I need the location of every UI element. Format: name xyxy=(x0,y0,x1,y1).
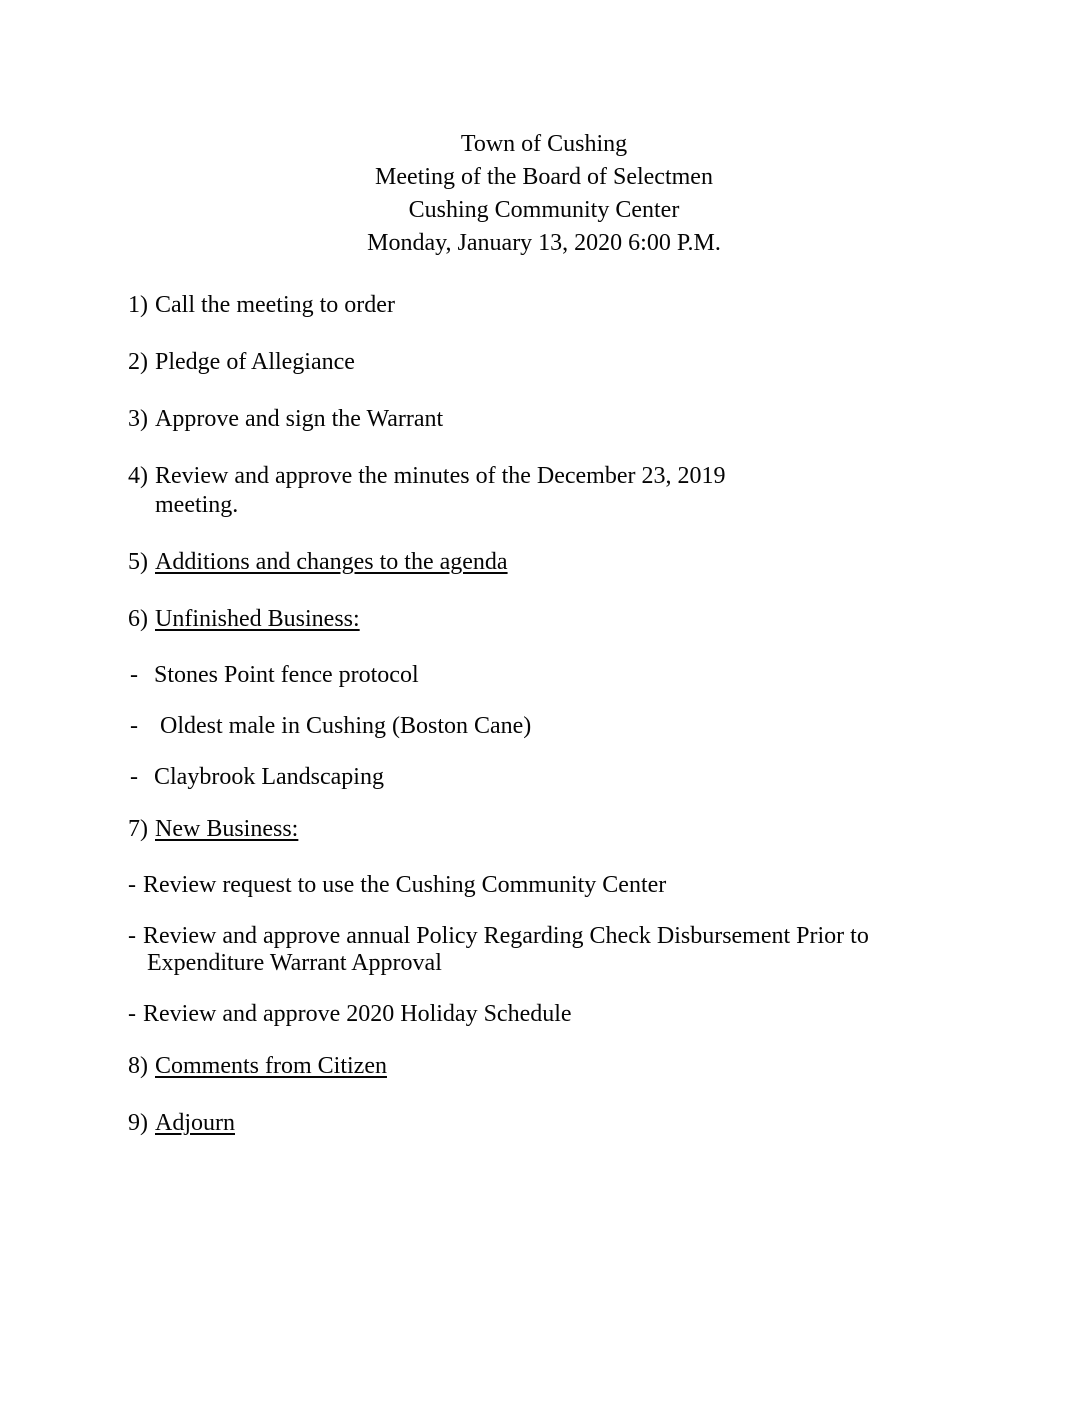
item-text: Review and approve 2020 Holiday Schedule xyxy=(143,1001,572,1027)
title-line-location: Cushing Community Center xyxy=(408,197,680,223)
agenda-item-new-business xyxy=(128,815,1008,844)
item-text: Review request to use the Cushing Community Center xyxy=(143,872,667,898)
agenda-item-citizen-comments xyxy=(128,1052,1008,1081)
item-dash: - xyxy=(130,764,138,790)
item-text: New Business: xyxy=(155,816,299,842)
item-dash: - xyxy=(128,923,136,949)
agenda-subitem-community-center-request xyxy=(128,872,1008,899)
item-number: 6) xyxy=(128,606,148,632)
agenda-subitem-check-disbursement-policy xyxy=(128,923,1008,977)
item-text: Approve and sign the Warrant xyxy=(155,406,444,432)
item-text: Oldest male in Cushing (Boston Cane) xyxy=(160,713,532,739)
agenda-item-minutes xyxy=(128,462,1008,520)
item-text-line-2: meeting. xyxy=(155,492,239,518)
agenda-subitem-holiday-schedule xyxy=(128,1001,1008,1028)
agenda-item-warrant xyxy=(128,405,1008,434)
item-text: Comments from Citizen xyxy=(155,1053,387,1079)
item-text-line-2: Expenditure Warrant Approval xyxy=(147,950,442,976)
item-text: Claybrook Landscaping xyxy=(154,764,384,790)
item-number: 3) xyxy=(128,406,148,432)
item-text-line-1: Review and approve the minutes of the December 23, 2019 xyxy=(155,463,726,489)
item-text: Stones Point fence protocol xyxy=(154,662,419,688)
agenda-item-pledge xyxy=(128,348,1008,377)
item-text: Call the meeting to order xyxy=(155,292,395,318)
item-number: 8) xyxy=(128,1053,148,1079)
title-line-meeting: Meeting of the Board of Selectmen xyxy=(375,164,713,190)
agenda-subitem-stones-point xyxy=(130,662,1008,689)
agenda-item-agenda-changes xyxy=(128,548,1008,577)
item-text: Unfinished Business: xyxy=(155,606,360,632)
item-number: 9) xyxy=(128,1110,148,1136)
agenda-subitem-boston-cane xyxy=(130,713,1008,740)
item-number: 5) xyxy=(128,549,148,575)
document-title xyxy=(0,0,1088,260)
title-line-datetime: Monday, January 13, 2020 6:00 P.M. xyxy=(367,230,721,256)
agenda-item-call-to-order xyxy=(128,291,1008,320)
item-text: Additions and changes to the agenda xyxy=(155,549,508,575)
item-number: 2) xyxy=(128,349,148,375)
item-dash: - xyxy=(130,713,138,739)
item-text: Pledge of Allegiance xyxy=(155,349,355,375)
item-number: 7) xyxy=(128,816,148,842)
agenda-item-unfinished-business xyxy=(128,605,1008,634)
title-line-town: Town of Cushing xyxy=(460,131,628,157)
item-text: Adjourn xyxy=(155,1110,235,1136)
item-dash: - xyxy=(130,662,138,688)
item-dash: - xyxy=(128,872,136,898)
item-dash: - xyxy=(128,1001,136,1027)
item-text-line-1: Review and approve annual Policy Regarding Check Disbursement Prior to xyxy=(143,923,869,949)
item-number: 1) xyxy=(128,292,148,318)
agenda-item-adjourn xyxy=(128,1109,1008,1138)
item-number: 4) xyxy=(128,463,148,489)
agenda-subitem-claybrook xyxy=(130,764,1008,791)
agenda-list xyxy=(128,291,1008,1138)
